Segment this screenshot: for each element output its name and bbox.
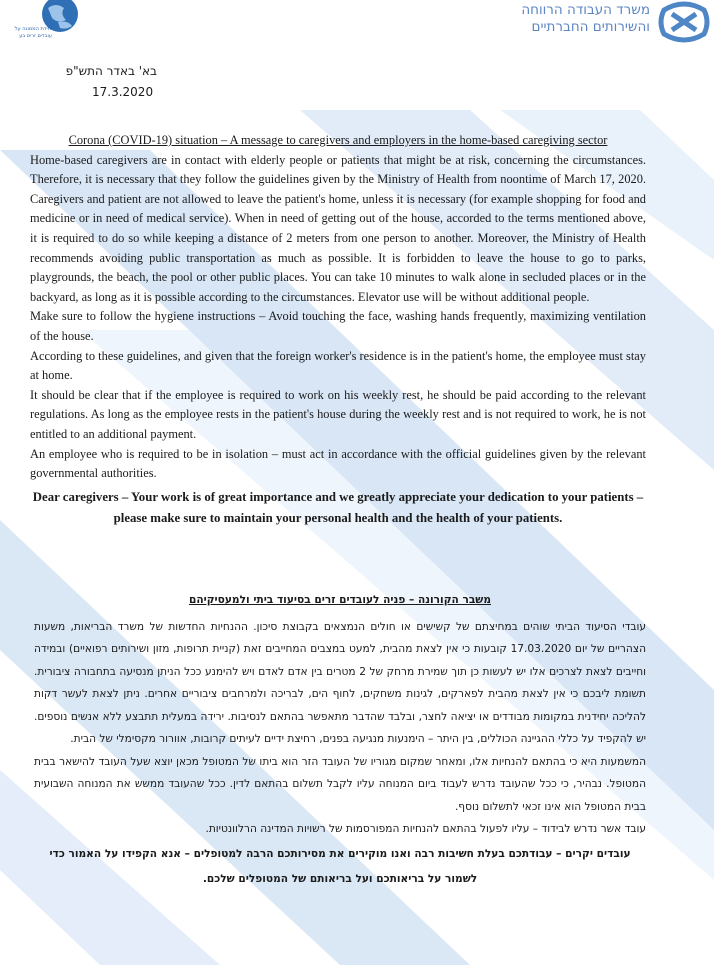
english-closing: Dear caregivers – Your work is of great importance and we greatly appreciate your dedication to your patients – please make sure to maintain your personal health and the health of your patients.: [32, 489, 644, 525]
unit-line-1: יחידת הממונה על: [14, 26, 52, 32]
ministry-name-line-1: משרד העבודה הרווחה: [521, 2, 650, 18]
ministry-logo: [500, 0, 714, 52]
english-paragraph-3: According to these guidelines, and given that the foreign worker's residence is in the patient's home, the employee must stay at home.: [30, 348, 646, 383]
english-section: [30, 131, 646, 529]
english-paragraph-4: It should be clear that if the employee is required to work on his weekly rest, he should be paid according to the relevant regulations. As long as the employee rests in the patient's house during the weekly rest and is not required to work, he is not entitled to an additional payment.: [30, 387, 646, 441]
hebrew-paragraph-2: המשמעות היא כי בהתאם להנחיות אלו, ומאחר שמקום מגוריו של העובד הזר הוא ביתו של המטופל מכאן יוצא שעל העובד להישאר בבית המטופל. נבהיר, כי ככל שהעובד נדרש לעבוד ביום המנוחה עליו לקבל תשלום בהתאם לדין. ככל שהעובד ממשש את המנוחה השבועית בבית המטופל הוא אינו זכאי לתשלום נוסף.: [34, 755, 646, 813]
hebrew-date: בא' באדר התש"פ: [65, 64, 157, 78]
hebrew-closing: עובדים יקרים – עבודתכם בעלת חשיבות רבה ואנו מוקירים את מסירותכם הרבה למטופלים – אנא הקפידו על האמור כדי לשמור על בריאותכם ועל בריאותם של המטופלים שלכם.: [49, 847, 631, 885]
ministry-name-line-2: והשירותים החברתיים: [531, 19, 650, 35]
english-title: Corona (COVID-19) situation – A message to caregivers and employers in the home-based caregiving sector: [68, 133, 608, 147]
english-paragraph-2: Make sure to follow the hygiene instructions – Avoid touching the face, washing hands frequently, maximizing ventilation of the house.: [30, 309, 646, 343]
english-paragraph-5: An employee who is required to be in isolation – must act in accordance with the official guidelines given by the relevant governmental authorities.: [30, 446, 646, 481]
gregorian-date: 17.3.2020: [92, 85, 154, 99]
unit-line-2: עובדים זרים בע: [19, 32, 52, 39]
ministry-emblem-icon: [658, 0, 710, 44]
english-paragraph-1: Home-based caregivers are in contact with elderly people or patients that might be at risk, concerning the circumstances. Therefore, it is necessary that they follow the guidelines given by the Ministry of Health from noontime of March 17, 2020. Caregivers and patient are not allowed to leave the patient's home, unless it is necessary (for example shopping for food and medicine or in need of medical service). When in need of getting out of the house, accorded to the terms mentioned above, it is required to do so while keeping a distance of 2 meters from one person to another. Moreover, the Ministry of Health recommends avoiding public transportation as much as possible. It is forbidden to leave the house to go to parks, playgrounds, the beach, the pool or other public places. You can take 10 minutes to walk alone in secluded places or in the backyard, as long as it is possible according to the circumstances. Elevator use will be without additional people.: [30, 152, 646, 304]
hebrew-section: [34, 589, 646, 892]
hebrew-title: משבר הקורונה – פניה לעובדים זרים בסיעוד ביתי ולמעסיקיהם: [188, 594, 491, 606]
immigration-unit-logo: [0, 0, 80, 52]
hebrew-paragraph-1: עובדי הסיעוד הביתי שוהים במחיצתם של קשישים או חולים הנמצאים בקבוצת סיכון. ההנחיות החדשות של משרד הבריאות, משעות הצהריים של יום 17.03.2020 קובעות כי אין לצאת מהבית, למעט במצבים המחייבים זאת (קניית תרופות, מזון ושירותים רפואיים) ובמידה וחייבים לצאת לצרכים אלו יש לעשות כן תוך שמירת מרחק של 2 מטרים בין אדם לאדם ויש להימנע ככל הניתן מנסיעה בתחבורה ציבורית. תשומת ליבכם כי אין לצאת מהבית לפארקים, לגינות משחקים, לחוף הים, לבריכה ולמרחבים ציבוריים אחרים. ניתן לצאת לעשר דקות להליכה יחידנית במקומות מבודדים או יציאה לחצר, ובלבד שהדבר מתאפשר בהתאם לנסיבות. ירידה במעלית תתבצע ללא אנשים נוספים. יש להקפיד על כללי ההגיינה הכוללים, בין היתר – הימנעות מנגיעה בפנים, רחיצת ידיים לעיתים קרובות, אוורור מקסימלי של הבית.: [34, 620, 646, 745]
hebrew-paragraph-3: עובד אשר נדרש לבידוד – עליו לפעול בהתאם להנחיות המפורסמות של רשויות המדינה הרלוונטיות.: [205, 823, 646, 835]
